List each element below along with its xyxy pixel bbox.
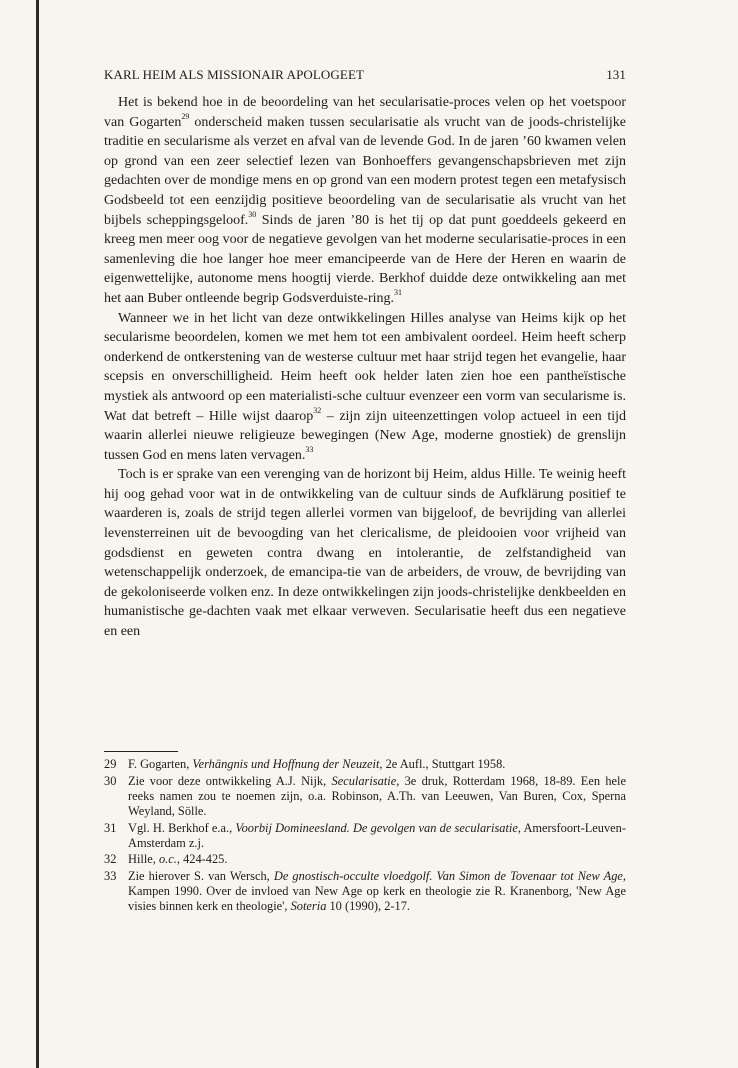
- footnote-part: 10 (1990), 2-17.: [326, 899, 411, 914]
- paragraph-text: onderscheid maken tussen secularisatie als vrucht van de joods-christelijke traditie en secularisme als verzet en afval van de levende God. In de jaren ’60 kwamen velen op grond van een zeer selectief lezen van Bonhoeffers gevangenschapsbrieven met zijn gedachten over de mondige mens en op grond van een modern protest tegen een metafysisch Godsbeeld tot een eenzijdig positieve beoordeling van de secularisatie als vrucht van het bijbels scheppingsgeloof.: [104, 114, 627, 228]
- paragraph: [104, 93, 626, 309]
- footnote-title: Soteria: [290, 899, 327, 914]
- footnote: [104, 757, 626, 772]
- footnote-part: F. Gogarten,: [128, 757, 193, 771]
- footnote-part: Zie voor deze ontwikkeling A.J. Nijk,: [128, 773, 332, 788]
- footnote-ref: 31: [394, 288, 403, 298]
- footnote-part: 2e Aufl., Stuttgart 1958.: [382, 757, 506, 771]
- footnote-title: Verhängnis und Hoffnung der Neuzeit,: [192, 757, 383, 771]
- footnote-text: [128, 757, 626, 772]
- footnote-text: [128, 774, 626, 819]
- footnote-ref: 29: [181, 111, 190, 121]
- paragraph: [104, 465, 626, 641]
- footnote-ref: 32: [313, 405, 322, 415]
- running-head: [104, 67, 626, 83]
- footnote-part: Zie hierover S. van Wersch,: [128, 869, 274, 884]
- footnote-part: 424-425.: [179, 852, 228, 867]
- footnote-number: 33: [104, 869, 117, 884]
- footnote-title: De gnostisch-occulte vloedgolf. Van Simon de Tovenaar tot New Age,: [273, 869, 626, 884]
- running-title: KARL HEIM ALS MISSIONAIR APOLOGEET: [104, 67, 365, 82]
- paragraph-text: Wanneer we in het licht van deze ontwikkelingen Hilles analyse van Heims kijk op het secularisme beoordelen, komen we met hem tot een ambivalent oordeel. Heim heeft scherp onderkend de ontkerstening van de westerse cultuur met haar strijd tegen het evangelie, haar scepsis en onverschilligheid. Heim heeft ook helder laten zien hoe een pantheïstische mystiek als antwoord op een materialisti-sche cultuur evenzeer een vorm van secularisme is. Wat dat betreft – Hille wijst daarop: [104, 310, 626, 424]
- footnote-number: 30: [104, 773, 117, 788]
- footnote: [104, 774, 626, 819]
- paragraph-text: Het is bekend hoe in de beoordeling van het secularisatie-proces velen op het voetspoor van Gogarten: [104, 95, 626, 130]
- footnote-ref: 33: [305, 445, 314, 455]
- footnote-number: 29: [104, 757, 117, 771]
- footnote-part: 3e druk, Rotterdam 1968, 18-89. Een hele reeks namen zou te noemen zijn, o.a. Robinson, A.Th. van Leeuwen, Van Buren, Cox, Sperna Weyland, Sölle.: [128, 773, 626, 818]
- footnote-text: [128, 852, 626, 867]
- footnote: [104, 821, 626, 851]
- paragraph: [104, 309, 626, 466]
- paragraph-text: Toch is er sprake van een verenging van de horizont bij Heim, aldus Hille. Te weinig heeft hij oog gehad voor wat in de ontwikkeling van de cultuur sinds de Aufklärung positief te waarderen is, zoals de strijd tegen allerlei vormen van bijgeloof, de bevrijding van allerlei levensterreinen uit de bevoogding van het clericalisme, de pleidooien voor vrijheid van godsdienst en geweten contra dwang en intolerantie, de zelfstandigheid van wetenschappelijk onderzoek, de emancipa-tie van de arbeiders, de vrouw, de bevrijding van de gekoloniseerde volken enz. In deze ontwikkelingen zijn joods-christelijke denkbeelden en humanistische ge-dachten vaak met elkaar verweven. Secularisatie heeft dus een negatieve en een: [104, 467, 626, 640]
- footnote-text: [128, 821, 626, 851]
- page-number: 131: [606, 67, 626, 82]
- binding-edge: [36, 0, 39, 1068]
- footnote-title: Secularisatie,: [331, 773, 400, 788]
- footnote: [104, 869, 626, 914]
- footnote-title: Voorbij Domineesland. De gevolgen van de secularisatie,: [235, 820, 521, 835]
- footnote-part: Kampen 1990. Over de invloed van New Age op kerk en theologie zie R. Kranenborg, 'New Age visies binnen kerk en theologie',: [128, 884, 626, 914]
- footnote-text: [128, 869, 626, 914]
- footnote-rule: [104, 751, 178, 752]
- footnote-title: o.c.,: [158, 852, 180, 867]
- footnote-number: 32: [104, 852, 117, 867]
- footnote-part: Vgl. H. Berkhof e.a.,: [128, 820, 236, 835]
- paragraph-text: – zijn zijn uiteenzettingen volop actueel in een tijd waarin allerlei nieuwe religieuze bewegingen (New Age, moderne gnostiek) de grenslijn tussen God en mens laten vervagen.: [104, 408, 626, 463]
- footnote-part: Amersfoort-Leuven-Amsterdam z.j.: [128, 820, 626, 850]
- footnote-ref: 30: [248, 209, 257, 219]
- footnote: [104, 852, 626, 867]
- body-text: [104, 93, 626, 642]
- footnote-number: 31: [104, 820, 117, 835]
- paragraph-text: Sinds de jaren ’80 is het tij op dat punt goeddeels gekeerd en kreeg men meer oog voor de negatieve gevolgen van het moderne secularisatie-proces in een samenleving die hoe langer hoe meer emancipeerde van de Here der Heren en waarin de eigenwettelijke, autonome mens hoogtij vierde. Berkhof duidde deze ontwikkeling aan met het aan Buber ontleende begrip Godsverduiste-ring.: [104, 212, 626, 306]
- footnote-part: Hille,: [128, 852, 159, 867]
- footnotes: [104, 757, 626, 916]
